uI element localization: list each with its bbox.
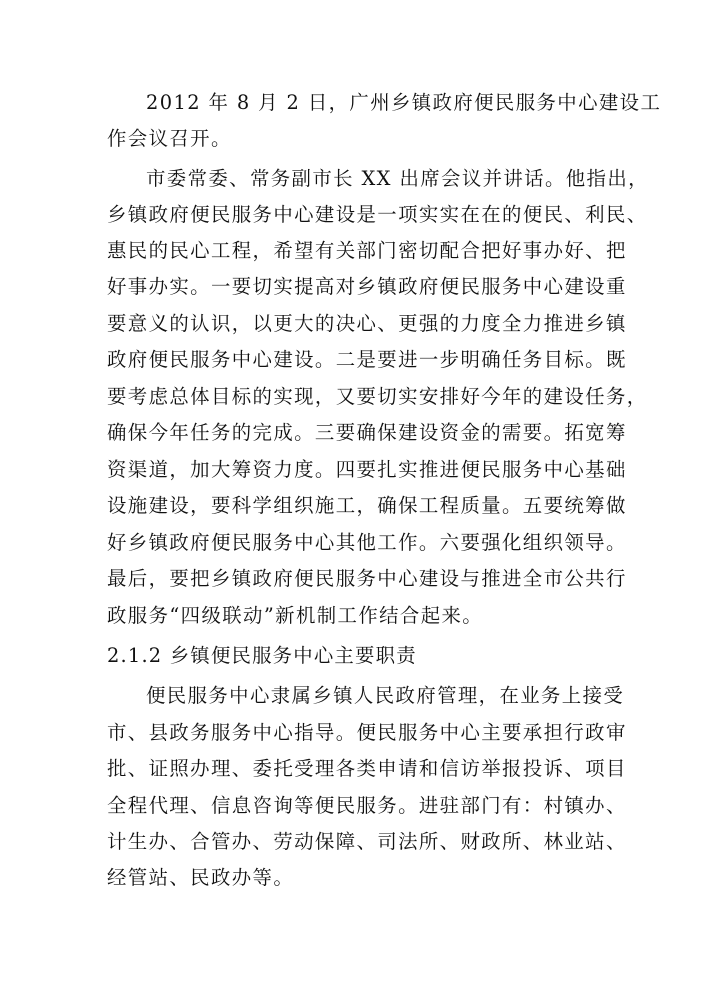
para2-line-5: 要意义的认识，以更大的决心、更强的力度全力推进乡镇 — [107, 312, 627, 335]
para2-line-13: 政服务“四级联动”新机制工作结合起来。 — [107, 604, 484, 627]
para2-line-6: 政府便民服务中心建设。二是要进一步明确任务目标。既 — [107, 348, 627, 371]
para3-line-1: 便民服务中心隶属乡镇人民政府管理，在业务上接受 — [146, 684, 625, 707]
para1-line-1: 2012 年 8 月 2 日，广州乡镇政府便民服务中心建设工 — [146, 91, 662, 114]
para3-line-5: 计生办、合管办、劳动保障、司法所、财政所、林业站、 — [107, 830, 627, 853]
para2-line-1: 市委常委、常务副市长 XX 出席会议并讲话。他指出， — [146, 167, 649, 190]
para3-line-4: 全程代理、信息咨询等便民服务。进驻部门有：村镇办、 — [107, 794, 627, 817]
para2-line-2: 乡镇政府便民服务中心建设是一项实实在在的便民、利民、 — [107, 203, 648, 226]
para2-line-12: 最后，要把乡镇政府便民服务中心建设与推进全市公共行 — [107, 567, 627, 590]
para3-line-6: 经管站、民政办等。 — [107, 866, 295, 889]
para2-line-9: 资渠道，加大筹资力度。四要扎实推进便民服务中心基础 — [107, 458, 627, 481]
section-heading: 2.1.2 乡镇便民服务中心主要职责 — [107, 644, 417, 667]
para3-line-2: 市、县政务服务中心指导。便民服务中心主要承担行政审 — [107, 721, 627, 744]
para2-line-7: 要考虑总体目标的实现，又要切实安排好今年的建设任务， — [107, 385, 648, 408]
para2-line-4: 好事办实。一要切实提高对乡镇政府便民服务中心建设重 — [107, 275, 627, 298]
para2-line-11: 好乡镇政府便民服务中心其他工作。六要强化组织领导。 — [107, 531, 627, 554]
para2-line-3: 惠民的民心工程，希望有关部门密切配合把好事办好、把 — [107, 239, 627, 262]
para1-line-2: 作会议召开。 — [107, 127, 232, 150]
para3-line-3: 批、证照办理、委托受理各类申请和信访举报投诉、项目 — [107, 757, 627, 780]
para2-line-10: 设施建设，要科学组织施工，确保工程质量。五要统筹做 — [107, 494, 627, 517]
para2-line-8: 确保今年任务的完成。三要确保建设资金的需要。拓宽筹 — [107, 421, 627, 444]
